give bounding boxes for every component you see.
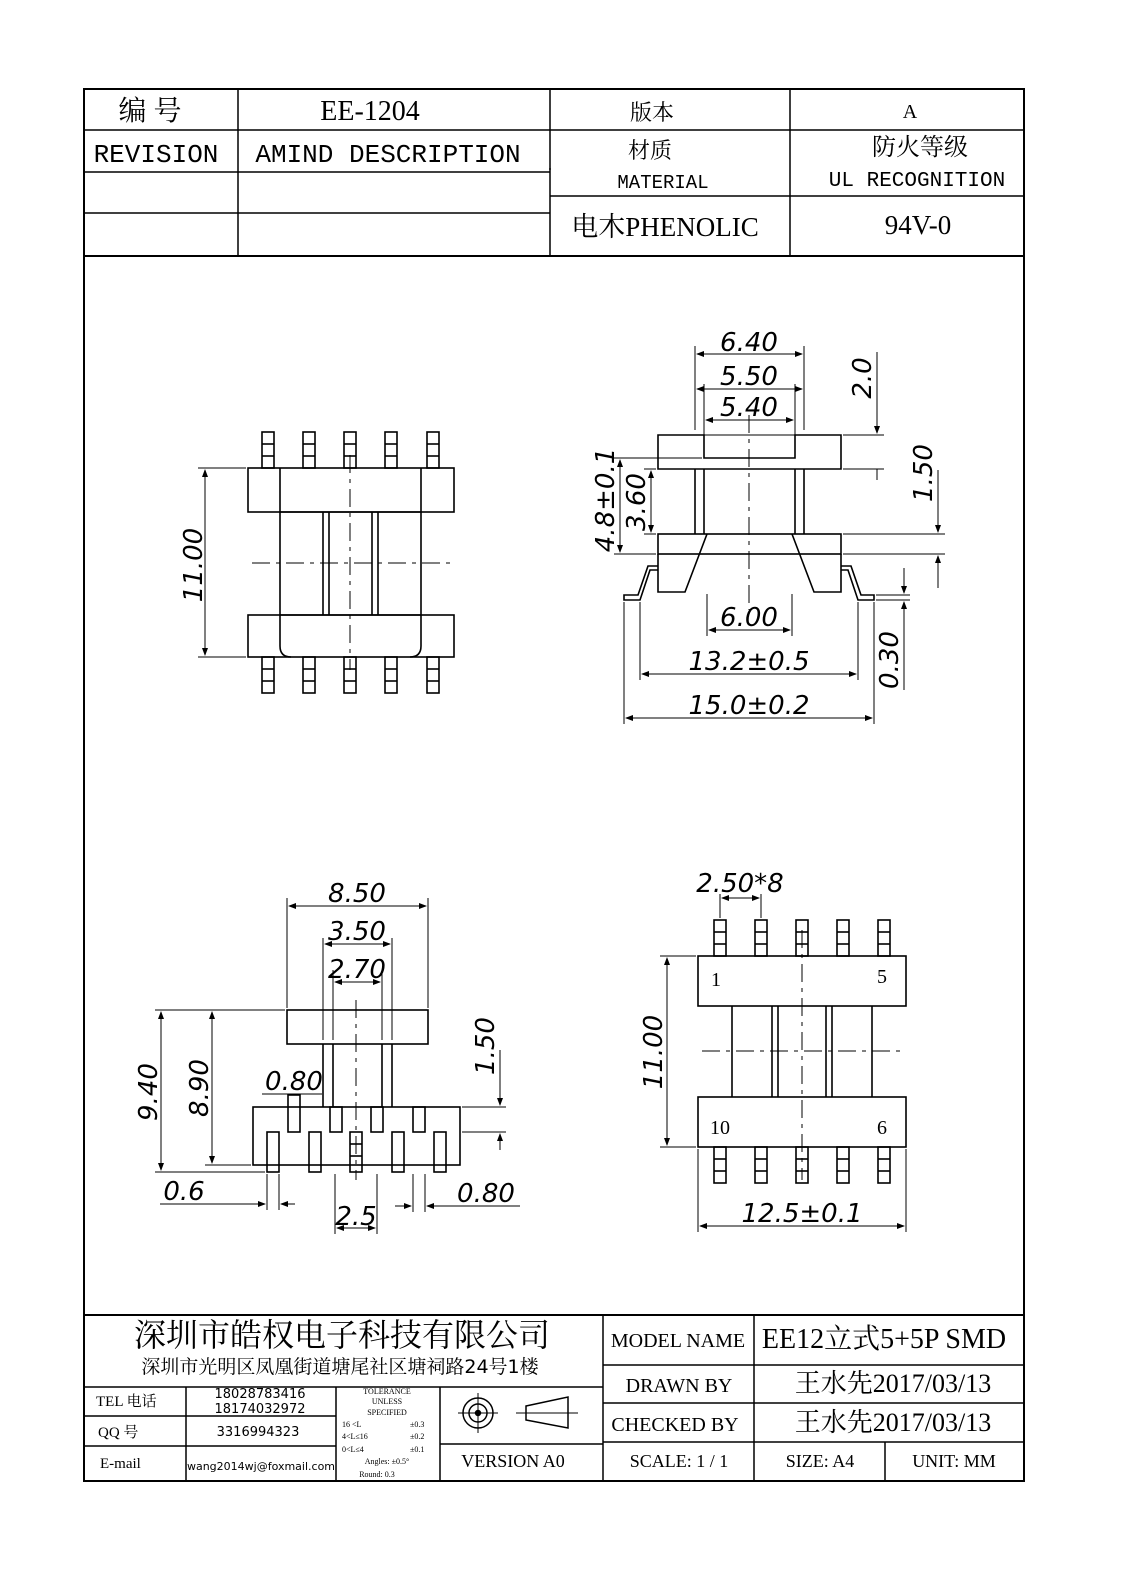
side-overall-span-dim: 15.0±0.2 <box>688 691 810 721</box>
side-inner-width-dim: 5.40 <box>720 393 778 423</box>
qq-value: 3316994323 <box>216 1425 300 1440</box>
tel-label: TEL 电话 <box>96 1394 157 1410</box>
material-label-cn: 材质 <box>627 138 673 163</box>
svg-text:4<L≤16: 4<L≤16 <box>342 1432 368 1441</box>
pin-label-5: 5 <box>877 966 887 988</box>
email-value: wang2014wj@foxmail.com <box>186 1460 336 1473</box>
front-height-dim: 11.00 <box>179 527 209 603</box>
scale-value: SCALE: 1 / 1 <box>629 1451 729 1471</box>
end-mid-width-dim: 3.50 <box>328 917 386 947</box>
side-bottom-width-dim: 6.00 <box>720 603 778 633</box>
company-name: 深圳市皓权电子科技有限公司 <box>133 1317 551 1353</box>
side-top-flange-dim: 2.0 <box>848 357 878 399</box>
side-lead-thickness-dim: 0.30 <box>875 631 905 689</box>
svg-text:±0.1: ±0.1 <box>410 1445 425 1454</box>
side-mid-width-dim: 5.50 <box>720 362 778 392</box>
part-number: EE-1204 <box>320 96 420 127</box>
amind-label: AMIND DESCRIPTION <box>255 140 521 170</box>
company-address: 深圳市光明区凤凰街道塘尾社区塘祠路24号1楼 <box>141 1356 539 1378</box>
svg-text:0<L≤4: 0<L≤4 <box>342 1445 364 1454</box>
top-view <box>660 894 906 1232</box>
top-pitch-dim: 2.50*8 <box>696 869 784 899</box>
end-inner-width-dim: 2.70 <box>328 955 386 985</box>
svg-text:UNLESS: UNLESS <box>371 1397 403 1406</box>
unit-value: UNIT: MM <box>912 1451 996 1471</box>
end-pitch-dim: 2.5 <box>335 1202 377 1232</box>
version-code: VERSION A0 <box>461 1451 565 1471</box>
number-label: 编 号 <box>118 96 182 127</box>
ul-label-cn: 防火等级 <box>872 135 968 161</box>
side-total-height-dim: 4.8±0.1 <box>591 447 621 553</box>
drawn-value: 王水先2017/03/13 <box>794 1369 992 1398</box>
drawn-label: DRAWN BY <box>625 1375 733 1397</box>
end-pin-width-dim: 0.80 <box>265 1067 323 1097</box>
model-value: EE12立式5+5P SMD <box>761 1324 1007 1355</box>
side-top-width-dim: 6.40 <box>720 328 778 358</box>
top-height-dim: 11.00 <box>639 1014 669 1090</box>
ul-label-en: UL RECOGNITION <box>828 170 1006 193</box>
material-label-en: MATERIAL <box>617 172 709 194</box>
side-flange-thickness-dim: 1.50 <box>909 444 939 502</box>
end-view-dims <box>134 879 515 1232</box>
material-value: 电木PHENOLIC <box>571 212 759 242</box>
sheet-border <box>84 89 1024 1481</box>
tel-value-1: 18028783416 <box>214 1387 306 1402</box>
model-label: MODEL NAME <box>610 1330 746 1352</box>
svg-text:SPECIFIED: SPECIFIED <box>367 1408 407 1417</box>
qq-label: QQ 号 <box>98 1425 139 1441</box>
version-value: A <box>902 101 918 123</box>
end-pin-width-bottom-dim: 0.80 <box>457 1179 515 1209</box>
side-view-dims <box>591 328 939 721</box>
svg-text:±0.2: ±0.2 <box>410 1432 425 1441</box>
end-pin-offset-dim: 0.6 <box>163 1177 205 1207</box>
end-flange-thickness-dim: 1.50 <box>471 1017 501 1075</box>
side-inner-height-dim: 3.60 <box>622 473 652 531</box>
svg-text:16 <L: 16 <L <box>342 1420 362 1429</box>
pin-label-10: 10 <box>710 1117 730 1139</box>
tel-value-2: 18174032972 <box>214 1402 306 1417</box>
top-width-dim: 12.5±0.1 <box>741 1199 863 1229</box>
tolerance-note <box>342 1387 424 1479</box>
version-label: 版本 <box>629 100 675 125</box>
checked-value: 王水先2017/03/13 <box>794 1408 992 1437</box>
checked-label: CHECKED BY <box>611 1414 739 1436</box>
size-value: SIZE: A4 <box>785 1451 855 1471</box>
ul-value: 94V-0 <box>884 210 952 240</box>
svg-text:Angles: ±0.5°: Angles: ±0.5° <box>364 1457 410 1466</box>
front-view <box>198 432 454 693</box>
svg-text:Round: 0.3: Round: 0.3 <box>359 1470 395 1479</box>
pin-label-1: 1 <box>711 969 721 991</box>
email-label: E-mail <box>100 1456 141 1472</box>
svg-text:TOLERANCE: TOLERANCE <box>363 1387 411 1396</box>
end-total-height-dim: 9.40 <box>134 1063 164 1121</box>
svg-text:±0.3: ±0.3 <box>410 1420 425 1429</box>
title-block-text <box>96 1317 1006 1479</box>
revision-label: REVISION <box>93 140 219 170</box>
end-body-height-dim: 8.90 <box>185 1059 215 1117</box>
side-pin-span-dim: 13.2±0.5 <box>688 647 810 677</box>
pin-label-6: 6 <box>877 1117 887 1139</box>
end-top-width-dim: 8.50 <box>328 879 386 909</box>
